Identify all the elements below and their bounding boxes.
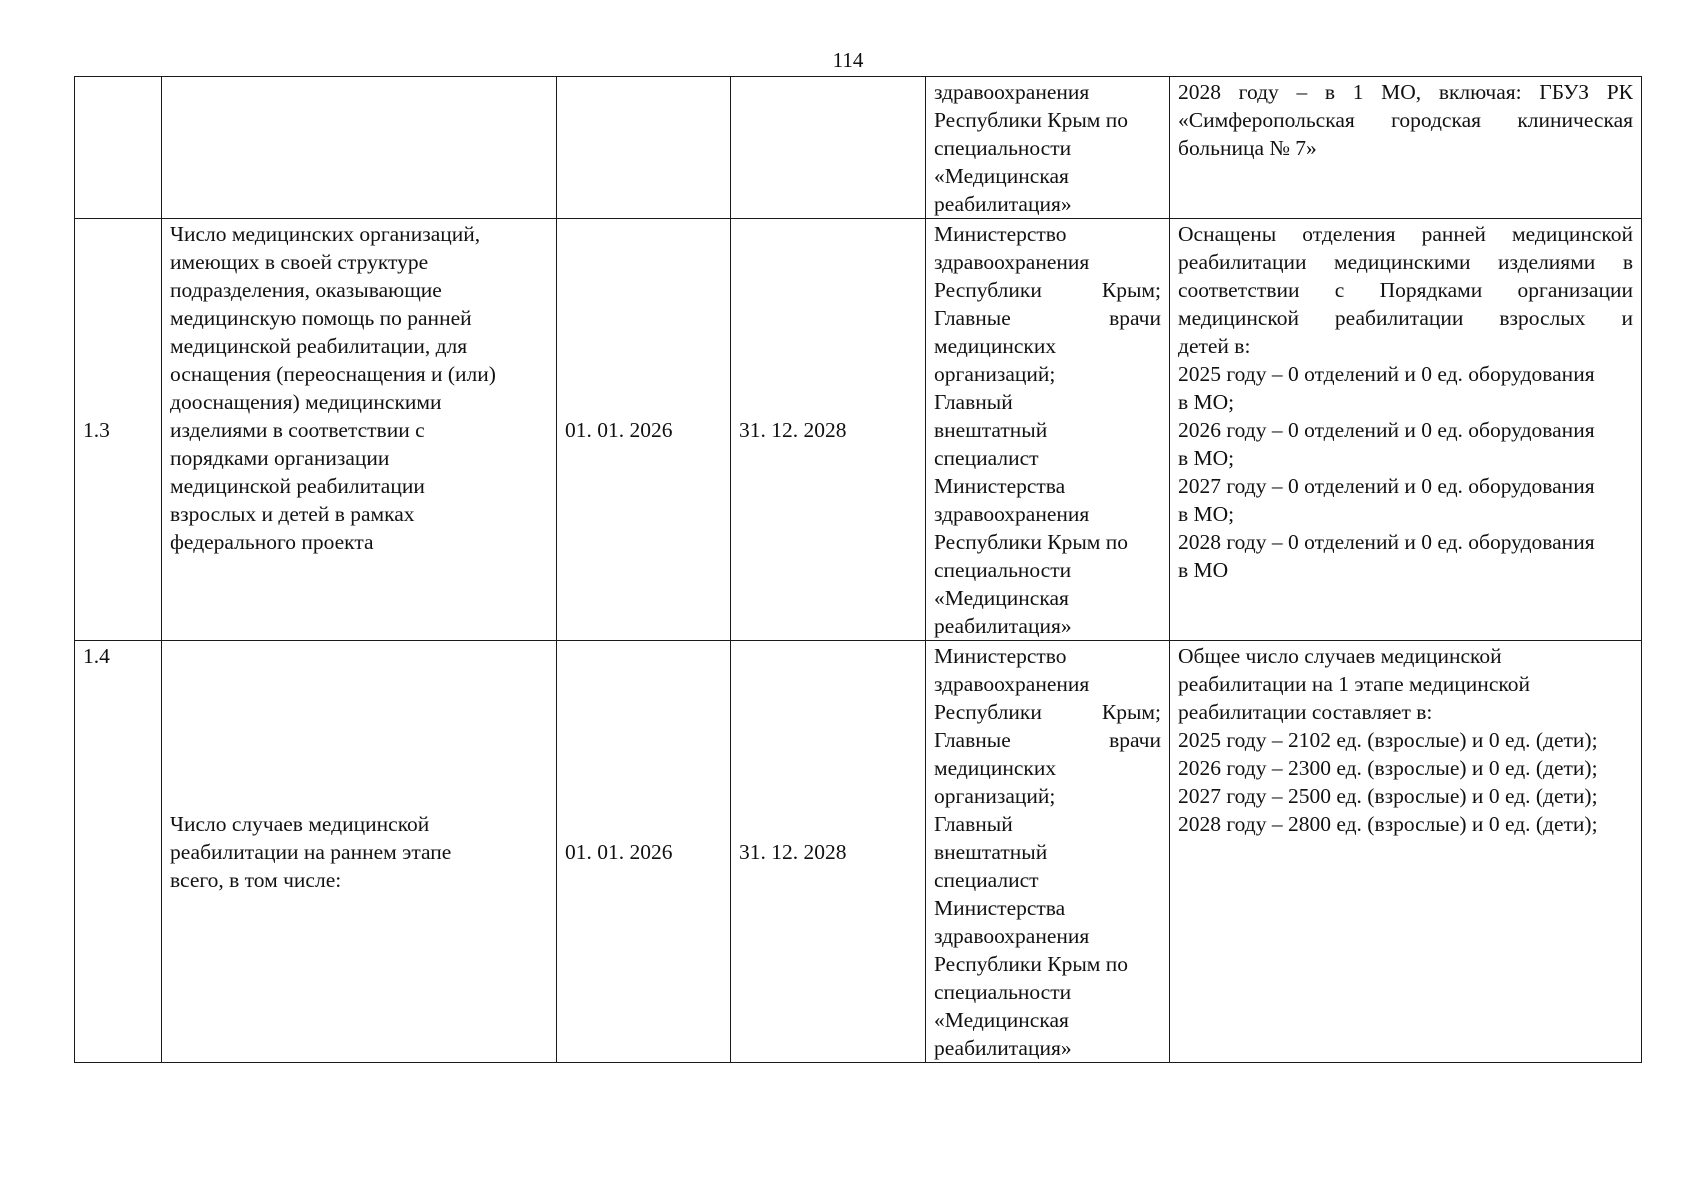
result-line: детей в: <box>1178 334 1251 358</box>
activity-name-line: оснащения (переоснащения и (или) <box>170 362 496 386</box>
responsible-line: «Медицинская <box>934 164 1069 188</box>
responsible-line: Республики Крым по <box>934 952 1129 976</box>
result-line: в МО; <box>1178 446 1235 470</box>
result-line: 2025 году – 2102 ед. (взрослые) и 0 ед. (дети); <box>1178 728 1598 752</box>
end-date: 31. 12. 2028 <box>739 840 847 864</box>
activity-name-line: Число медицинских организаций, <box>170 222 481 246</box>
result-line: в МО <box>1178 558 1229 582</box>
result-line: реабилитации медицинскими изделиями в <box>1178 250 1633 274</box>
activity-name-line: изделиями в соответствии с <box>170 418 425 442</box>
result-cell <box>1170 219 1642 641</box>
end-date-cell <box>731 77 926 219</box>
activity-name-cell <box>162 641 557 1063</box>
start-date: 01. 01. 2026 <box>565 840 673 864</box>
responsible-line: «Медицинская <box>934 1008 1069 1032</box>
responsible-line: специальности <box>934 980 1072 1004</box>
result-line: 2027 году – 0 отделений и 0 ед. оборудования <box>1178 474 1595 498</box>
activity-name-line: федерального проекта <box>170 530 374 554</box>
row-number-cell <box>75 219 162 641</box>
responsible-cell <box>926 641 1170 1063</box>
table-row <box>75 641 1642 1063</box>
end-date: 31. 12. 2028 <box>739 418 847 442</box>
responsible-line: Министерства <box>934 474 1066 498</box>
responsible-line: здравоохранения <box>934 502 1090 526</box>
responsible-line: Главные врачи <box>934 728 1161 752</box>
responsible-line: внештатный <box>934 840 1048 864</box>
activity-name-cell <box>162 77 557 219</box>
result-line: 2027 году – 2500 ед. (взрослые) и 0 ед. (дети); <box>1178 784 1598 808</box>
row-number-cell <box>75 641 162 1063</box>
start-date: 01. 01. 2026 <box>565 418 673 442</box>
responsible-line: внештатный <box>934 418 1048 442</box>
start-date-cell <box>557 641 731 1063</box>
responsible-line: Министерство <box>934 222 1067 246</box>
row-number: 1.3 <box>83 418 110 442</box>
result-line: 2028 году – 2800 ед. (взрослые) и 0 ед. (дети); <box>1178 812 1598 836</box>
responsible-line: Республики Крым; <box>934 278 1161 302</box>
result-line: в МО; <box>1178 502 1235 526</box>
result-line: больница № 7» <box>1178 136 1317 160</box>
row-number-cell <box>75 77 162 219</box>
result-line: «Симферопольская городская клиническая <box>1178 108 1633 132</box>
responsible-line: специальности <box>934 136 1072 160</box>
responsible-line: специалист <box>934 868 1039 892</box>
responsible-line: специальности <box>934 558 1072 582</box>
responsible-line: здравоохранения <box>934 250 1090 274</box>
activity-name-line: медицинской реабилитации <box>170 474 425 498</box>
responsible-line: Республики Крым; <box>934 700 1161 724</box>
responsible-line: реабилитация» <box>934 614 1072 638</box>
responsible-line: медицинских <box>934 334 1057 358</box>
result-line: реабилитации составляет в: <box>1178 700 1433 724</box>
end-date-cell <box>731 641 926 1063</box>
responsible-line: Главный <box>934 390 1013 414</box>
activity-name-cell <box>162 219 557 641</box>
result-cell <box>1170 641 1642 1063</box>
activity-name-line: порядками организации <box>170 446 390 470</box>
table-row <box>75 77 1642 219</box>
start-date-cell <box>557 219 731 641</box>
result-line: реабилитации на 1 этапе медицинской <box>1178 672 1530 696</box>
result-line: 2025 году – 0 отделений и 0 ед. оборудования <box>1178 362 1595 386</box>
result-line: соответствии с Порядками организации <box>1178 278 1633 302</box>
responsible-line: здравоохранения <box>934 672 1090 696</box>
responsible-line: Министерства <box>934 896 1066 920</box>
activity-name-line: взрослых и детей в рамках <box>170 502 415 526</box>
activity-name-line: дооснащения) медицинскими <box>170 390 442 414</box>
activity-name-line: подразделения, оказывающие <box>170 278 442 302</box>
responsible-line: реабилитация» <box>934 192 1072 216</box>
responsible-line: Главный <box>934 812 1013 836</box>
result-line: медицинской реабилитации взрослых и <box>1178 306 1633 330</box>
result-line: 2028 году – 0 отделений и 0 ед. оборудования <box>1178 530 1595 554</box>
responsible-line: Республики Крым по <box>934 530 1129 554</box>
result-line: Общее число случаев медицинской <box>1178 644 1502 668</box>
row-number: 1.4 <box>83 644 110 668</box>
responsible-line: Республики Крым по <box>934 108 1129 132</box>
activities-table <box>74 76 1642 1063</box>
responsible-line: «Медицинская <box>934 586 1069 610</box>
responsible-line: реабилитация» <box>934 1036 1072 1060</box>
result-line: 2028 году – в 1 МО, включая: ГБУЗ РК <box>1178 80 1633 104</box>
responsible-cell <box>926 219 1170 641</box>
responsible-cell <box>926 77 1170 219</box>
result-line: 2026 году – 2300 ед. (взрослые) и 0 ед. (дети); <box>1178 756 1598 780</box>
result-cell <box>1170 77 1642 219</box>
activity-name-line: медицинской реабилитации, для <box>170 334 468 358</box>
end-date-cell <box>731 219 926 641</box>
activity-name-line: Число случаев медицинской <box>170 812 430 836</box>
activity-name-line: всего, в том числе: <box>170 868 342 892</box>
start-date-cell <box>557 77 731 219</box>
responsible-line: здравоохранения <box>934 924 1090 948</box>
responsible-line: Главные врачи <box>934 306 1161 330</box>
activity-name-line: медицинскую помощь по ранней <box>170 306 472 330</box>
responsible-line: здравоохранения <box>934 80 1090 104</box>
activity-name-line: имеющих в своей структуре <box>170 250 429 274</box>
responsible-line: организаций; <box>934 784 1056 808</box>
activity-name-line: реабилитации на раннем этапе <box>170 840 452 864</box>
page-number: 114 <box>832 48 864 72</box>
result-line: в МО; <box>1178 390 1235 414</box>
result-line: Оснащены отделения ранней медицинской <box>1178 222 1633 246</box>
responsible-line: специалист <box>934 446 1039 470</box>
responsible-line: Министерство <box>934 644 1067 668</box>
responsible-line: медицинских <box>934 756 1057 780</box>
result-line: 2026 году – 0 отделений и 0 ед. оборудования <box>1178 418 1595 442</box>
table-row <box>75 219 1642 641</box>
responsible-line: организаций; <box>934 362 1056 386</box>
